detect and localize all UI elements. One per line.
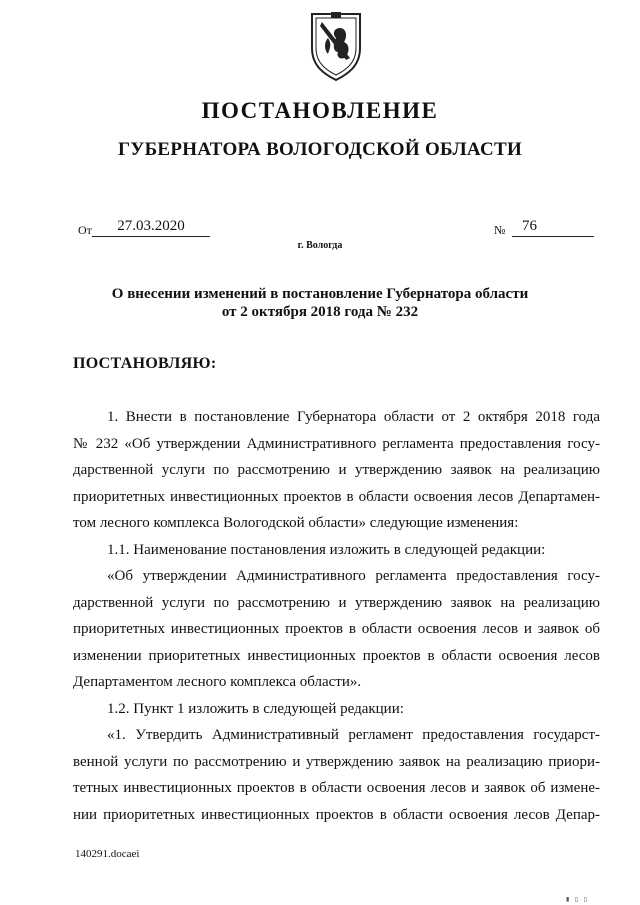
body-line: «Об утверждении Административного регламента предоставления госу-	[107, 568, 600, 584]
number-label: №	[494, 223, 506, 237]
coat-of-arms-icon	[306, 8, 366, 82]
subject-line: от 2 октября 2018 года № 232	[221, 304, 419, 320]
body-line: 1.1. Наименование постановления изложить в следующей редакции:	[107, 541, 546, 558]
document-body	[73, 404, 600, 828]
body-line: приоритетных инвестиционных проектов в области освоения лесов Департамен-	[73, 488, 600, 505]
body-line: дарственной услуги по рассмотрению и утверждению заявок на реализацию	[73, 594, 600, 611]
city-label: г. Вологда	[297, 240, 343, 251]
date-label: От	[78, 223, 92, 237]
body-line: 1.2. Пункт 1 изложить в следующей редакции:	[107, 700, 404, 717]
body-line: том лесного комплекса Вологодской области» следующие изменения:	[73, 515, 519, 531]
body-line: изменении приоритетных инвестиционных проектов в области освоения лесов	[73, 647, 600, 664]
subject-line: О внесении изменений в постановление Губернатора области	[111, 286, 529, 302]
body-line: тетных инвестиционных проектов в области освоения лесов и заявок об измене-	[73, 780, 600, 796]
document-subtitle: ГУБЕРНАТОРА ВОЛОГОДСКОЙ ОБЛАСТИ	[117, 139, 523, 160]
body-line: 1. Внести в постановление Губернатора области от 2 октября 2018 года	[107, 409, 600, 425]
body-line: дарственной услуги по рассмотрению и утверждению заявок на реализацию	[73, 462, 600, 478]
document-subject	[90, 285, 550, 321]
body-line: приоритетных инвестиционных проектов в области освоения лесов и заявок об	[73, 621, 600, 637]
body-line: нии приоритетных инвестиционных проектов в области освоения лесов Депар-	[73, 806, 600, 823]
number-value: 76	[512, 218, 594, 237]
body-line: «1. Утвердить Административный регламент предоставления государст-	[107, 727, 600, 743]
document-code: 140291.docaei	[75, 848, 140, 860]
body-line: № 232 «Об утверждении Административного регламента предоставления госу-	[73, 435, 600, 452]
decree-heading: ПОСТАНОВЛЯЮ:	[73, 355, 217, 372]
document-title: ПОСТАНОВЛЕНИЕ	[201, 98, 439, 123]
date-value: 27.03.2020	[92, 218, 210, 237]
body-line: венной услуги по рассмотрению и утверждению заявок на реализацию приори-	[73, 753, 600, 770]
body-line: Департаментом лесного комплекса области».	[73, 674, 362, 690]
scan-marks: ▮ ▯ ▯	[566, 897, 589, 903]
